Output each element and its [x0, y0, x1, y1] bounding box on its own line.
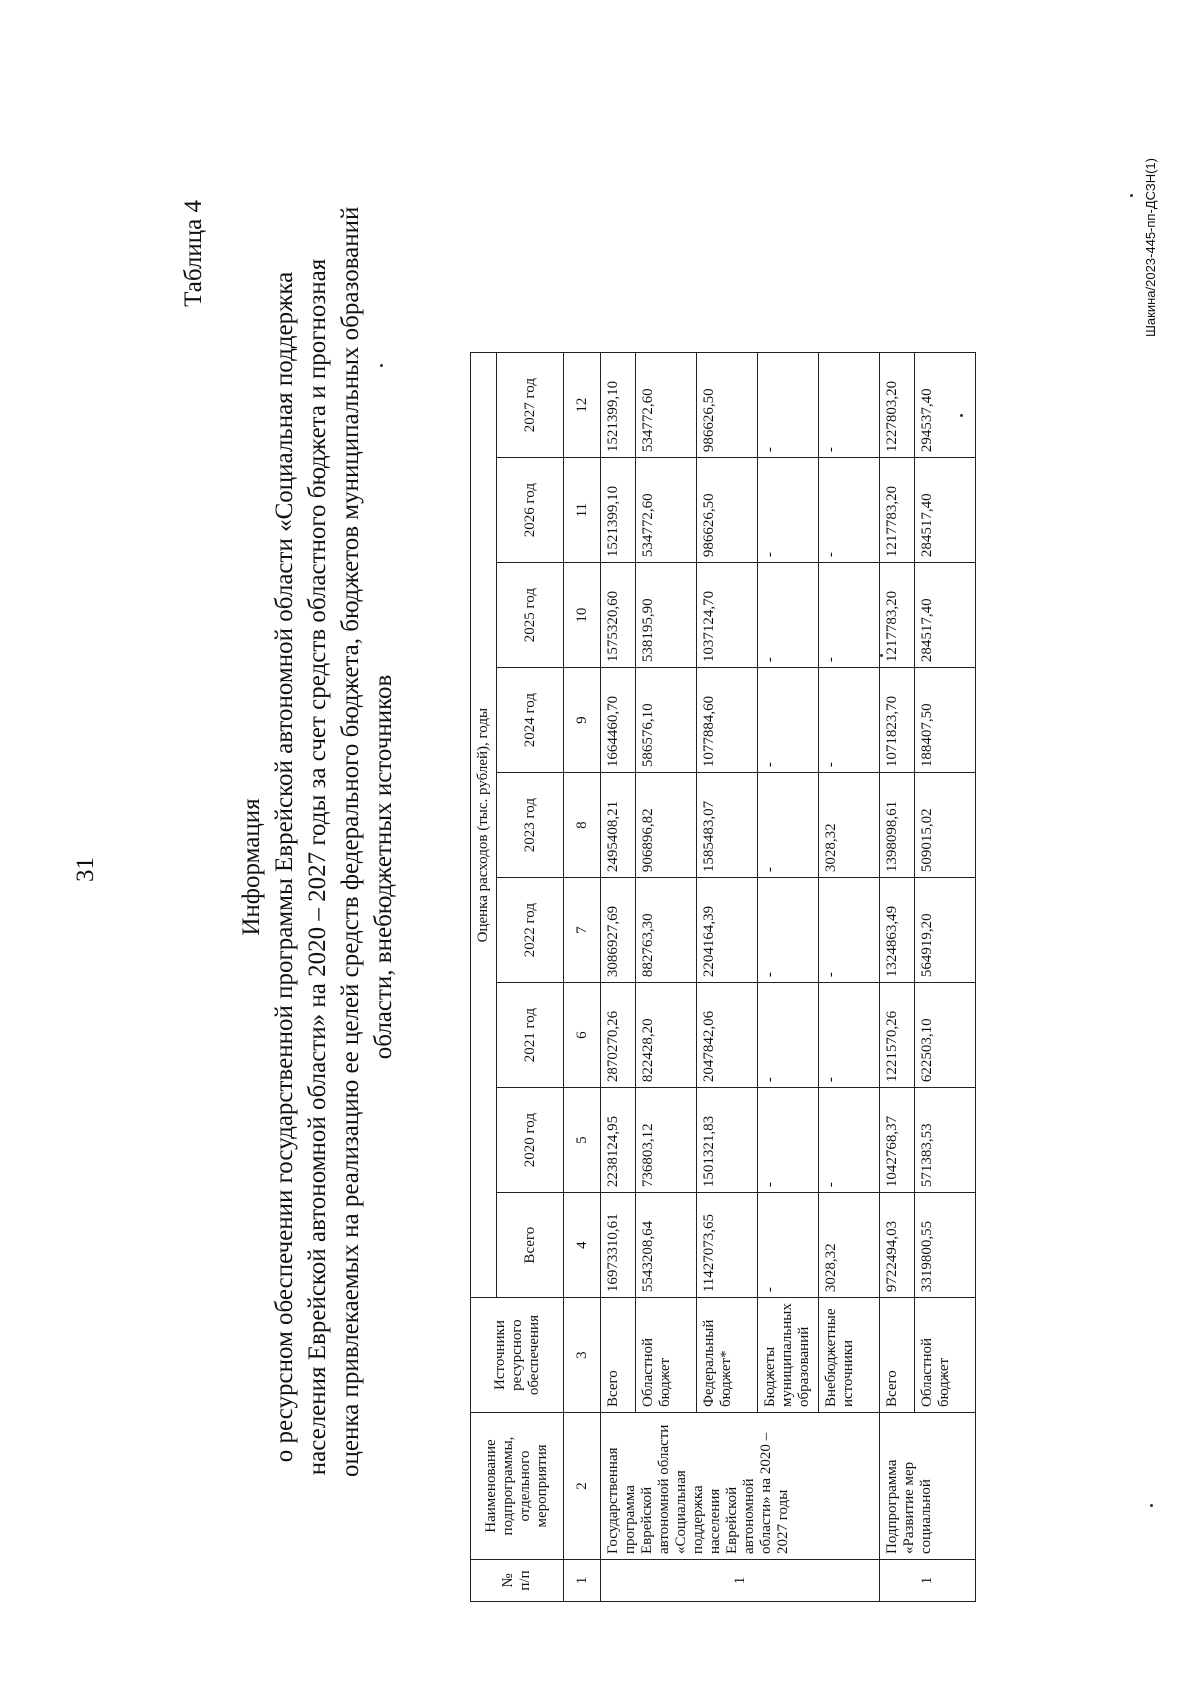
row-value-cell: 3028,32	[819, 1193, 880, 1298]
row-value-cell: 2238124,95	[601, 1088, 636, 1193]
row-value-cell: 1221570,26	[880, 983, 915, 1088]
column-index-cell: 12	[564, 353, 601, 458]
row-value-cell: 1227803,20	[880, 353, 915, 458]
row-value-cell: 1071823,70	[880, 668, 915, 773]
row-value-cell: -	[819, 1088, 880, 1193]
header-year: 2026 год	[497, 458, 564, 563]
row-value-cell: -	[819, 563, 880, 668]
row-value-cell: 534772,60	[636, 353, 697, 458]
row-value-cell: -	[758, 458, 819, 563]
scan-speck	[380, 364, 383, 367]
row-value-cell: 622503,10	[915, 983, 976, 1088]
row-value-cell: 906896,82	[636, 773, 697, 878]
row-value-cell: 284517,40	[915, 458, 976, 563]
table-caption: Таблица 4	[180, 200, 207, 307]
row-value-cell: 1398098,61	[880, 773, 915, 878]
row-value-cell: 1042768,37	[880, 1088, 915, 1193]
heading-line: Информация	[238, 798, 265, 936]
table-header-row	[471, 353, 497, 1602]
row-value-cell: 1585483,07	[697, 773, 758, 878]
column-index-cell: 10	[564, 563, 601, 668]
heading-line: области, внебюджетных источников	[370, 674, 397, 1060]
row-value-cell: 538195,90	[636, 563, 697, 668]
row-value-cell: 509015,02	[915, 773, 976, 878]
column-index-cell: 5	[564, 1088, 601, 1193]
row-value-cell: 1217783,20	[880, 563, 915, 668]
header-year: 2022 год	[497, 878, 564, 983]
row-value-cell: 5543208,64	[636, 1193, 697, 1298]
row-value-cell: 1521399,10	[601, 353, 636, 458]
row-value-cell: 564919,20	[915, 878, 976, 983]
row-num-cell: 1	[880, 1560, 976, 1602]
header-year: 2025 год	[497, 563, 564, 668]
column-index-cell: 4	[564, 1193, 601, 1298]
row-value-cell: 736803,12	[636, 1088, 697, 1193]
document-signature: Шакина/2023-445-пп-ДСЗН(1)	[1143, 158, 1158, 337]
row-value-cell: 986626,50	[697, 458, 758, 563]
header-year: 2021 год	[497, 983, 564, 1088]
row-source-cell: Всего	[880, 1298, 915, 1413]
row-value-cell: -	[819, 668, 880, 773]
row-value-cell: 284517,40	[915, 563, 976, 668]
row-source-cell: Бюджеты муниципальных образований	[758, 1298, 819, 1413]
header-source: Источники ресурсного обеспечения	[471, 1298, 564, 1413]
scan-speck	[1130, 194, 1133, 197]
row-value-cell: -	[819, 983, 880, 1088]
row-value-cell: -	[758, 1193, 819, 1298]
row-source-cell: Федеральный бюджет*	[697, 1298, 758, 1413]
row-value-cell: 1664460,70	[601, 668, 636, 773]
row-value-cell: 2204164,39	[697, 878, 758, 983]
row-name-cell: Подпрограмма «Развитие мер социальной	[880, 1413, 976, 1560]
row-value-cell: 2047842,06	[697, 983, 758, 1088]
document-heading	[235, 206, 400, 1477]
row-value-cell: 822428,20	[636, 983, 697, 1088]
scan-speck	[960, 414, 963, 417]
row-value-cell: 1037124,70	[697, 563, 758, 668]
row-source-cell: Всего	[601, 1298, 636, 1413]
row-value-cell: 586576,10	[636, 668, 697, 773]
column-index-cell: 7	[564, 878, 601, 983]
row-value-cell: 1217783,20	[880, 458, 915, 563]
heading-line: о ресурсном обеспечении государственной программы Еврейской автономной области «Социальная поддержка	[271, 271, 298, 1463]
column-index-cell: 1	[564, 1560, 601, 1602]
header-year: 2027 год	[497, 353, 564, 458]
row-value-cell: 1077884,60	[697, 668, 758, 773]
scan-speck	[880, 654, 883, 657]
row-value-cell: 294537,40	[915, 353, 976, 458]
header-year: 2023 год	[497, 773, 564, 878]
row-value-cell: 16973310,61	[601, 1193, 636, 1298]
row-value-cell: 882763,30	[636, 878, 697, 983]
row-value-cell: -	[758, 1088, 819, 1193]
heading-line: населения Еврейской автономной области» на 2020 – 2027 годы за счет средств областного бюджета и прогнозная	[304, 258, 331, 1476]
row-value-cell: -	[819, 878, 880, 983]
header-year: 2024 год	[497, 668, 564, 773]
column-index-cell: 6	[564, 983, 601, 1088]
row-source-cell: Областной бюджет	[636, 1298, 697, 1413]
row-value-cell: -	[758, 353, 819, 458]
heading-line: оценка привлекаемых на реализацию ее целей средств федерального бюджета, бюджетов муниципальных образований	[337, 206, 364, 1477]
row-value-cell: 11427073,65	[697, 1193, 758, 1298]
row-value-cell: 3086927,69	[601, 878, 636, 983]
row-value-cell: 9722494,03	[880, 1193, 915, 1298]
row-value-cell: 1521399,10	[601, 458, 636, 563]
resource-table	[470, 352, 976, 1602]
row-source-cell: Внебюджетные источники	[819, 1298, 880, 1413]
row-value-cell: 986626,50	[697, 353, 758, 458]
table-row	[601, 353, 636, 1602]
header-num: № п/п	[471, 1560, 564, 1602]
column-index-cell: 2	[564, 1413, 601, 1560]
header-name: Наименование подпрограммы, отдельного мероприятия	[471, 1413, 564, 1560]
row-value-cell: 2870270,26	[601, 983, 636, 1088]
row-num-cell: 1	[601, 1560, 880, 1602]
row-value-cell: -	[758, 878, 819, 983]
row-value-cell: -	[819, 458, 880, 563]
row-name-cell: Государственная программа Еврейской автономной области «Социальная поддержка населения Еврейской автономной области» на 2020 – 2027 годы	[601, 1413, 880, 1560]
header-total: Всего	[497, 1193, 564, 1298]
row-value-cell: 3028,32	[819, 773, 880, 878]
page-number: 31	[72, 857, 99, 882]
column-index-cell: 9	[564, 668, 601, 773]
column-index-row	[564, 353, 601, 1602]
row-value-cell: 534772,60	[636, 458, 697, 563]
row-value-cell: 1501321,83	[697, 1088, 758, 1193]
row-source-cell: Областной бюджет	[915, 1298, 976, 1413]
column-index-cell: 3	[564, 1298, 601, 1413]
row-value-cell: -	[819, 353, 880, 458]
row-value-cell: 1575320,60	[601, 563, 636, 668]
row-value-cell: 188407,50	[915, 668, 976, 773]
row-value-cell: 571383,53	[915, 1088, 976, 1193]
row-value-cell: -	[758, 563, 819, 668]
column-index-cell: 8	[564, 773, 601, 878]
row-value-cell: 2495408,21	[601, 773, 636, 878]
header-estimate: Оценка расходов (тыс. рублей), годы	[471, 353, 497, 1298]
scan-speck	[1150, 1504, 1153, 1507]
row-value-cell: -	[758, 773, 819, 878]
row-value-cell: -	[758, 668, 819, 773]
row-value-cell: -	[758, 983, 819, 1088]
header-year: 2020 год	[497, 1088, 564, 1193]
table-row	[880, 353, 915, 1602]
row-value-cell: 1324863,49	[880, 878, 915, 983]
column-index-cell: 11	[564, 458, 601, 563]
row-value-cell: 3319800,55	[915, 1193, 976, 1298]
